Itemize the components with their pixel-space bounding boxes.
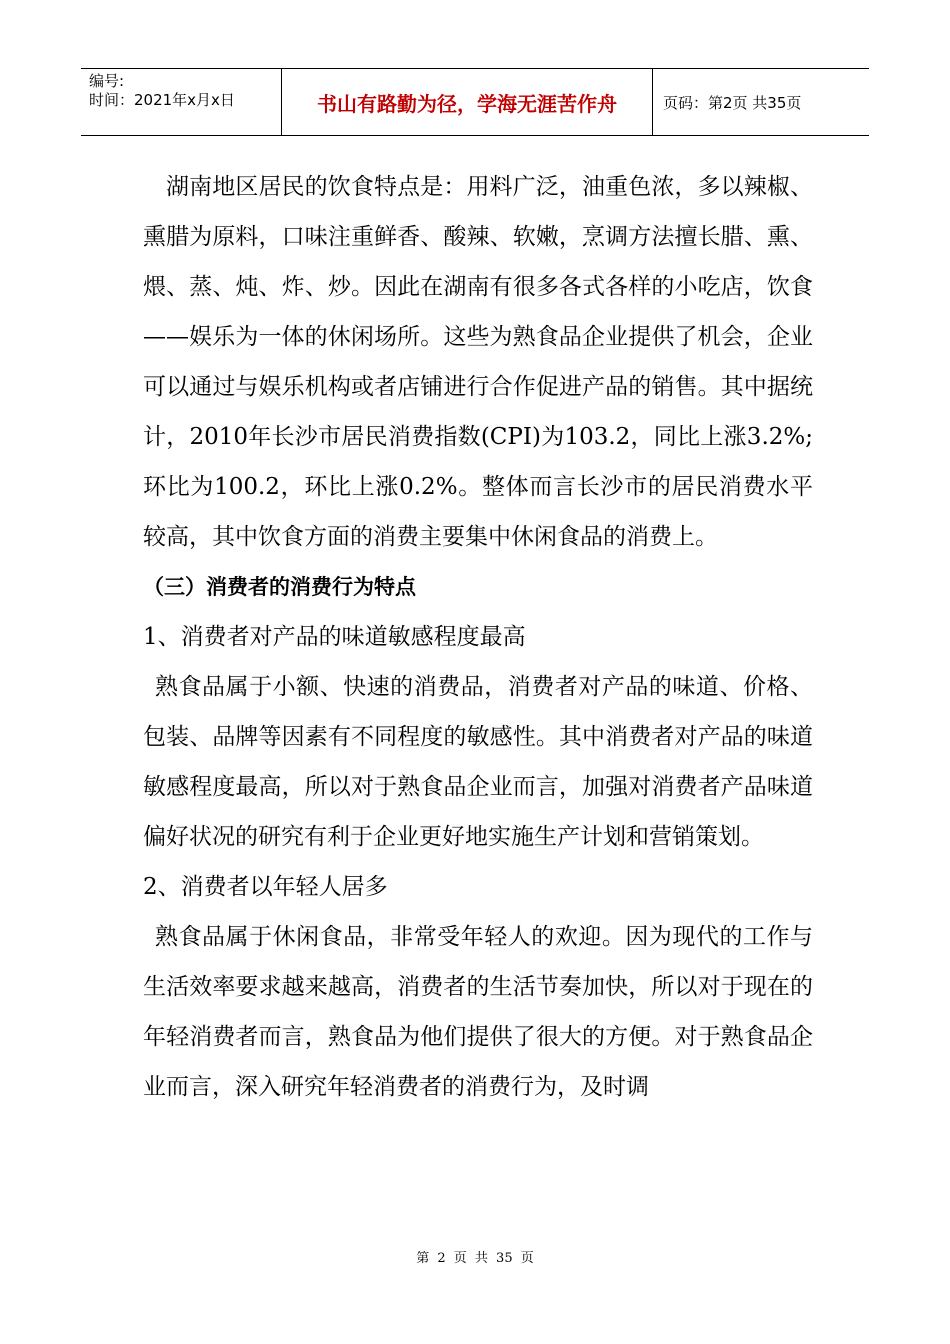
section-heading-consumer-behavior: （三）消费者的消费行为特点 <box>143 575 416 599</box>
paragraph-taste-sensitivity: 熟食品属于小额、快速的消费品，消费者对产品的味道、价格、包装、品牌等因素有不同程度的敏感性。其中消费者对产品的味道敏感程度最高，所以对于熟食品企业而言，加强对消费者产品味道偏好状况的研究有利于企业更好地实施生产计划和营销策划。 <box>143 674 813 850</box>
document-time-label: 时间：2021年x月x日 <box>89 91 235 109</box>
subheading-taste-sensitivity: 1、消费者对产品的味道敏感程度最高 <box>143 624 526 650</box>
header-page-info: 页码：第2页 共35页 <box>663 93 802 112</box>
paragraph-hunan-diet: 湖南地区居民的饮食特点是：用料广泛，油重色浓，多以辣椒、熏腊为原料，口味注重鲜香、酸辣、软嫩，烹调方法擅长腊、熏、煨、蒸、炖、炸、炒。因此在湖南有很多各式各样的小吃店，饮食——娱乐为一体的休闲场所。这些为熟食品企业提供了机会，企业可以通过与娱乐机构或者店铺进行合作促进产品的销售。其中据统计，2010年长沙市居民消费指数(CPI)为103.2，同比上涨3.2%;环比为100.2，环比上涨0.2%。整体而言长沙市的居民消费水平较高，其中饮食方面的消费主要集中休闲食品的消费上。 <box>143 174 813 550</box>
header-motto: 书山有路勤为径，学海无涯苦作舟 <box>282 69 653 135</box>
document-number-label: 编号: <box>89 72 125 90</box>
page-header <box>81 68 869 136</box>
paragraph-young-consumers: 熟食品属于休闲食品，非常受年轻人的欢迎。因为现代的工作与生活效率要求越来越高，消费者的生活节奏加快，所以对于现在的年轻消费者而言，熟食品为他们提供了很大的方便。对于熟食品企业而言，深入研究年轻消费者的消费行为，及时调 <box>143 924 813 1100</box>
subheading-young-consumers: 2、消费者以年轻人居多 <box>143 874 388 900</box>
header-left-cell <box>81 69 282 135</box>
page-footer: 第 2 页 共 35 页 <box>416 1251 534 1266</box>
document-body <box>143 162 813 1112</box>
